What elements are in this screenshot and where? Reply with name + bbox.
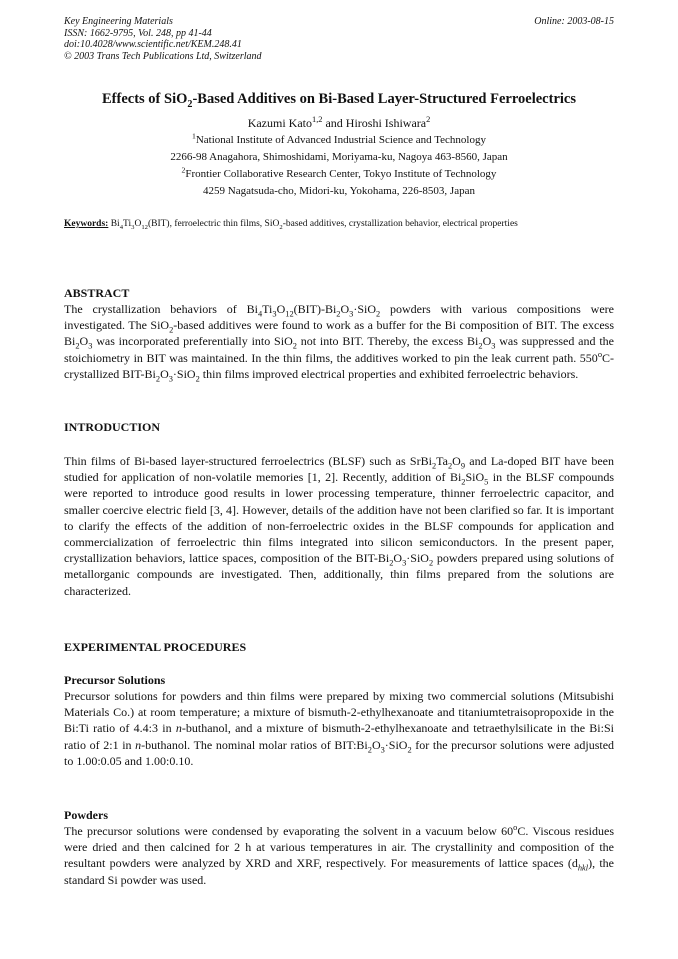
keywords-line: Keywords: $Bi_4Ti_3O_{12}(BIT)$, ferroelectric thin films, SiO$_2$-based additives, crystallization behavior, electrical properties xyxy=(64,219,518,231)
affiliation-1-address: 2266-98 Anagahora, Shimoshidami, Moriyama-ku, Nagoya 463-8560, Japan xyxy=(170,151,508,163)
doi-line: doi:10.4028/www.scientific.net/KEM.248.41 xyxy=(64,39,242,50)
introduction-heading: INTRODUCTION xyxy=(64,420,161,434)
journal-name: Key Engineering Materials xyxy=(64,16,173,27)
abstract-heading: ABSTRACT xyxy=(64,286,130,300)
author-line: Kazumi Kato$^{1,2}$ and Hiroshi Ishiwara$^2$ xyxy=(247,115,431,130)
copyright-line: © 2003 Trans Tech Publications Ltd, Switzerland xyxy=(64,50,262,62)
precursor-text: Precursor solutions for powders and thin films were prepared by mixing two commercial solutions (Mitsubishi Materials Co.) at room temperature; a mixture of bismuth-2-ethylhexanoate and titaniumtetraisopropoxide in the Bi:Ti ratio of 4.4:3 in n-buthanol, and a mixture of bismuth-2-ethylhexanoate and tetraethylsilicate in the Bi:Si ratio of 2:1 in n-buthanol. The nominal molar ratios of $BIT:Bi_2O_3\cdot SiO_2$ for the precursor solutions were adjusted to 1.00:0.05 and 1.00:0.10. xyxy=(64,689,615,768)
author-kato: Kazumi Kato xyxy=(247,116,312,130)
precursor-heading: Precursor Solutions xyxy=(64,673,166,687)
affiliation-2: $^2$Frontier Collaborative Research Center, Tokyo Institute of Technology xyxy=(181,165,497,180)
affiliation-1: $^1$National Institute of Advanced Industrial Science and Technology xyxy=(192,131,486,146)
powders-text: The precursor solutions were condensed by evaporating the solvent in a vacuum below 60$^o$C. Viscous residues were dried and then calcined for 2 h at various temperatures in air. The crystallinity and composition of the resultant powders were analyzed by XRD and XRF, respectively. For measurements of lattice spaces $(d_{hkl})$, the standard Si powder was used. xyxy=(64,823,615,887)
abstract-text: The crystallization behaviors of $Bi_4Ti_3O_{12}(BIT)-Bi_2O_3\cdot SiO_2$ powders with various compositions were investigated. The SiO$_2$-based additives were found to work as a buffer for the Bi composition of BIT. The excess $Bi_2O_3$ was incorporated preferentially into SiO$_2$ not into BIT. Thereby, the excess $Bi_2O_3$ was suppressed and the stoichiometry in BIT was maintained. In the thin films, the additives worked to pin the leak current path. 550$^o$C-crystallized BIT-$Bi_2O_3\cdot SiO_2$ thin films improved electrical properties and exhibited ferroelectric behaviors. xyxy=(64,302,614,384)
affiliation-2-address: 4259 Nagatsuda-cho, Midori-ku, Yokohama, 226-8503, Japan xyxy=(203,185,475,197)
keywords-label: Keywords: xyxy=(64,219,109,229)
author-ishiwara: Hiroshi Ishiwara xyxy=(345,116,427,130)
paper-title: Effects of SiO$_2$-Based Additives on Bi-Based Layer-Structured Ferroelectrics xyxy=(102,91,576,110)
issn-line: ISSN: 1662-9795, Vol. 248, pp 41-44 xyxy=(64,27,212,39)
journal-header xyxy=(64,16,262,62)
online-date: Online: 2003-08-15 xyxy=(534,16,614,27)
powders-heading: Powders xyxy=(64,808,108,822)
experimental-heading: EXPERIMENTAL PROCEDURES xyxy=(64,640,247,654)
introduction-text: Thin films of Bi-based layer-structured ferroelectrics (BLSF) such as $SrBi_2Ta_2O_9$ and La-doped BIT have been studied for application of non-volatile memories [1, 2]. Recently, addition of $Bi_2SiO_5$ in the BLSF compounds were reported to introduce good results in lower processing temperature, thinner ferroelectric capacitor, and smaller coercive electric field [3, 4]. However, details of the addition have not been clarified so far. It is important to clarify the effects of the addition of non-ferroelectric oxides in the BLSF compounds for application and commercialization of ferroelectric thin films integrated into silicon semiconductors. In the present paper, crystallization behaviors, lattice spaces, composition of the BIT-$Bi_2O_3\cdot SiO_2$ powders prepared using solutions of metallorganic compounds are investigated. Then, additionally, thin films prepared from the solutions are characterized. xyxy=(64,454,614,598)
